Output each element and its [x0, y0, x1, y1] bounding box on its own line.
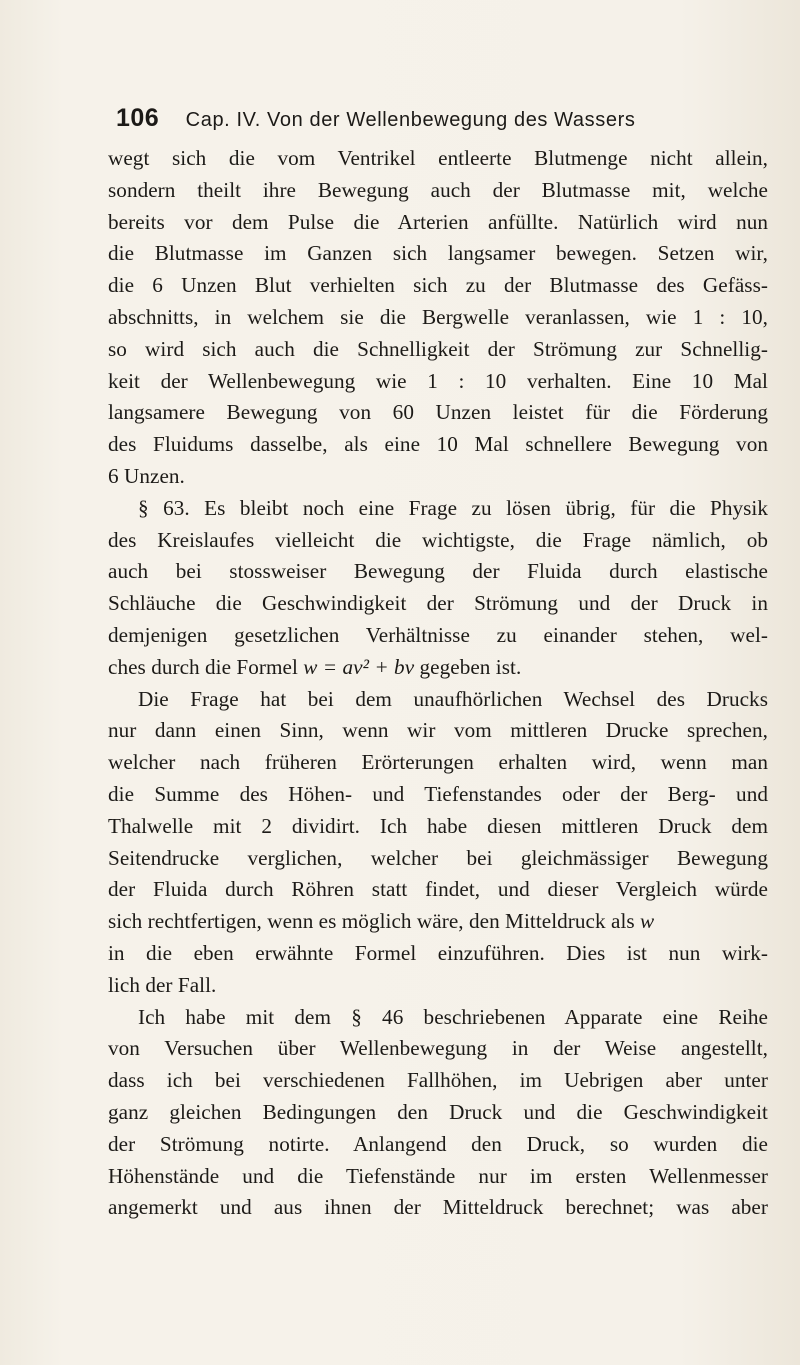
text-line: Thalwelle mit 2 dividirt. Ich habe diesen mittleren Druck dem [108, 813, 768, 838]
text-line: die 6 Unzen Blut verhielten sich zu der Blutmasse des Gefäss- [108, 273, 768, 298]
variable-lead-in: sich rechtfertigen, wenn es möglich wäre, den Mitteldruck als [108, 909, 635, 934]
text-line: auch bei stossweiser Bewegung der Fluida durch elastische [108, 559, 768, 584]
text-line: langsamere Bewegung von 60 Unzen leistet für die Förderung [108, 400, 768, 425]
text-line: welcher nach früheren Erörterungen erhalten wird, wenn man [108, 750, 768, 775]
text-line: Die Frage hat bei dem unaufhörlichen Wechsel des Drucks [138, 686, 768, 711]
text-line: Ich habe mit dem § 46 beschriebenen Apparate eine Reihe [138, 1004, 768, 1029]
text-line: die Blutmasse im Ganzen sich langsamer bewegen. Setzen wir, [108, 241, 768, 266]
text-line: keit der Wellenbewegung wie 1 : 10 verhalten. Eine 10 Mal [108, 368, 768, 393]
text-line: des Fluidums dasselbe, als eine 10 Mal schnellere Bewegung von [108, 432, 768, 457]
text-line: des Kreislaufes vielleicht die wichtigste, die Frage nämlich, ob [108, 527, 768, 552]
text-line: sondern theilt ihre Bewegung auch der Blutmasse mit, welche [108, 177, 768, 202]
text-line-with-formula [108, 652, 768, 684]
text-line: in die eben erwähnte Formel einzuführen. Dies ist nun wirk- [108, 940, 768, 965]
text-line: dass ich bei verschiedenen Fallhöhen, im Uebrigen aber unter [108, 1068, 768, 1093]
text-line: demjenigen gesetzlichen Verhältnisse zu einander stehen, wel- [108, 622, 768, 647]
text-line: angemerkt und aus ihnen der Mitteldruck berechnet; was aber [108, 1195, 768, 1220]
text-line: von Versuchen über Wellenbewegung in der Weise angestellt, [108, 1036, 768, 1061]
text-line-with-variable [108, 906, 768, 938]
formula: w = av² + bv [303, 654, 415, 679]
text-line: Seitendrucke verglichen, welcher bei gleichmässiger Bewegung [108, 845, 768, 870]
text-line: nur dann einen Sinn, wenn wir vom mittleren Drucke sprechen, [108, 718, 768, 743]
formula-trailing-text: gegeben ist. [419, 654, 522, 679]
text-line: 6 Unzen. [108, 463, 185, 488]
body-text [108, 143, 768, 1224]
text-line: die Summe des Höhen- und Tiefenstandes oder der Berg- und [108, 781, 768, 806]
text-line: ganz gleichen Bedingungen den Druck und die Geschwindigkeit [108, 1099, 768, 1124]
formula-lead-in: ches durch die Formel [108, 654, 298, 679]
text-line: wegt sich die vom Ventrikel entleerte Blutmenge nicht allein, [108, 146, 768, 170]
variable-w: w [640, 909, 655, 934]
text-line: bereits vor dem Pulse die Arterien anfüllte. Natürlich wird nun [108, 209, 768, 234]
text-line: § 63. Es bleibt noch eine Frage zu lösen übrig, für die Physik [138, 495, 768, 520]
text-line: der Fluida durch Röhren statt findet, und dieser Vergleich würde [108, 877, 768, 902]
text-line: lich der Fall. [108, 972, 217, 997]
page-number: 106 [116, 104, 160, 132]
text-line: abschnitts, in welchem sie die Bergwelle veranlassen, wie 1 : 10, [108, 304, 768, 329]
page-header [116, 104, 756, 134]
text-line: der Strömung notirte. Anlangend den Druck, so wurden die [108, 1131, 768, 1156]
running-title: Cap. IV. Von der Wellenbewegung des Wassers [185, 109, 636, 131]
text-line: so wird sich auch die Schnelligkeit der Strömung zur Schnellig- [108, 336, 768, 361]
text-line: Schläuche die Geschwindigkeit der Strömung und der Druck in [108, 591, 768, 616]
text-line: Höhenstände und die Tiefenstände nur im ersten Wellenmesser [108, 1163, 768, 1188]
